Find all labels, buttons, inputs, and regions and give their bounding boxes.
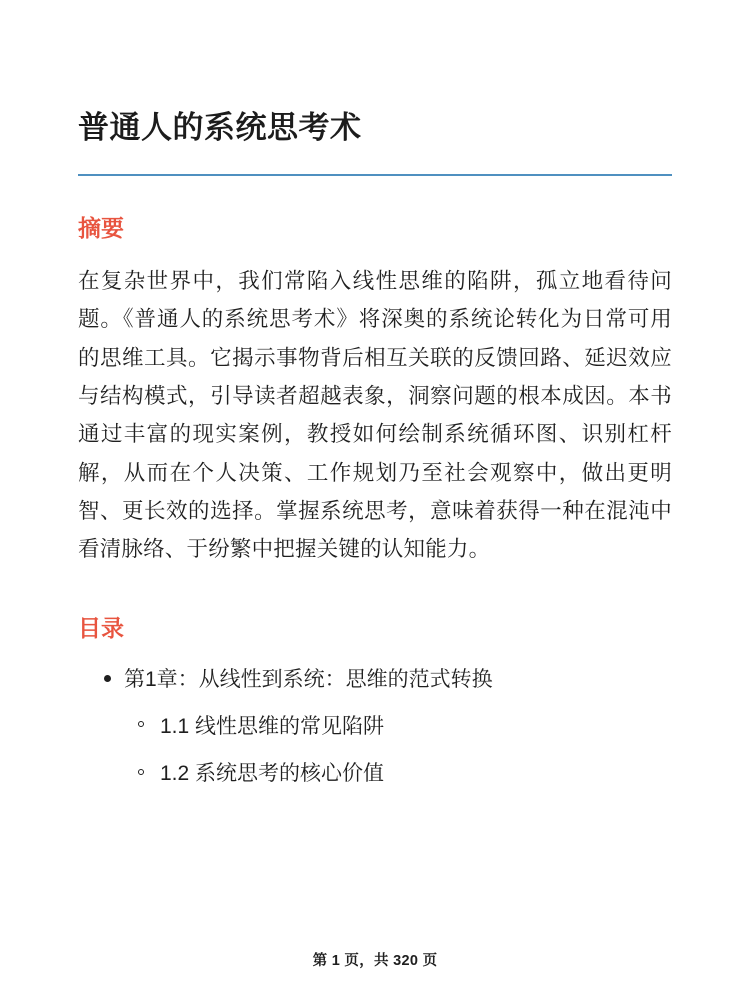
toc-section-label[interactable]: 1.1 线性思维的常见陷阱 xyxy=(160,714,385,738)
toc-list xyxy=(78,664,672,790)
toc-section-item xyxy=(124,711,672,743)
circle-outline-icon xyxy=(138,769,144,775)
circle-outline-icon xyxy=(138,721,144,727)
toc-section-item xyxy=(124,758,672,790)
title-divider xyxy=(78,174,672,176)
toc-chapter-item xyxy=(78,664,672,790)
toc-heading: 目录 xyxy=(78,615,124,642)
bullet-icon xyxy=(104,675,111,682)
toc-sublist xyxy=(124,711,672,790)
toc-section-label[interactable]: 1.2 系统思考的核心价值 xyxy=(160,762,385,786)
abstract-heading: 摘要 xyxy=(78,215,124,242)
abstract-body: 在复杂世界中，我们常陷入线性思维的陷阱，孤立地看待问题。《普通人的系统思考术》将深奥的系统论转化为日常可用的思维工具。它揭示事物背后相互关联的反馈回路、延迟效应与结构模式，引导读者超越表象，洞察问题的根本成因。本书通过丰富的现实案例，教授如何绘制系统循环图、识别杠杆解，从而在个人决策、工作规划乃至社会观察中，做出更明智、更长效的选择。掌握系统思考，意味着获得一种在混沌中看清脉络、于纷繁中把握关键的认知能力。 xyxy=(78,269,672,562)
toc-chapter-label[interactable]: 第1章：从线性到系统：思维的范式转换 xyxy=(124,668,493,692)
page-footer: 第 1 页，共 320 页 xyxy=(312,953,438,969)
page-title: 普通人的系统思考术 xyxy=(78,110,362,145)
